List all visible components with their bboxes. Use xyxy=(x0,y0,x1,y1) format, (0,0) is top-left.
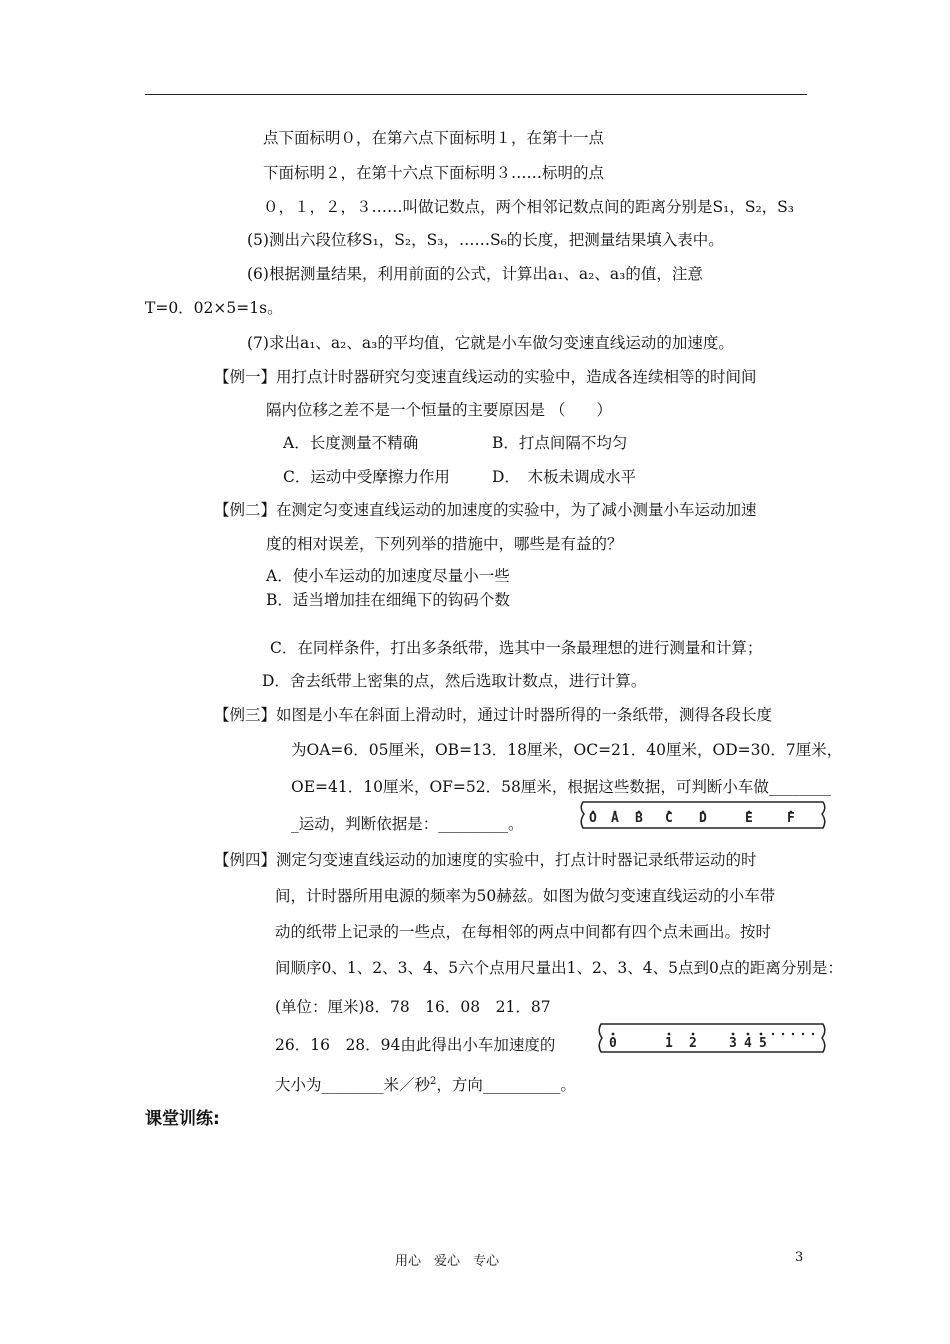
example-2-option-b: B．适当增加挂在细绳下的钩码个数 xyxy=(266,591,510,609)
example-4-exponent: 2 xyxy=(430,1076,437,1087)
section-title: 课堂训练: xyxy=(145,1109,220,1129)
tape-label-f: F xyxy=(787,811,795,826)
step-line-1: 点下面标明０，在第六点下面标明１，在第十一点 xyxy=(263,129,605,147)
example-4-answer-line xyxy=(275,1072,576,1095)
tape-label-3: 3 xyxy=(729,1036,737,1051)
tape-label-2: 2 xyxy=(689,1036,697,1051)
step-line-6: T=0．02×5=1s。 xyxy=(145,299,283,317)
tape-label-1: 1 xyxy=(665,1036,673,1051)
example-3-question-cont-3: _运动，判断依据是：_________。 xyxy=(291,815,524,833)
tape-label-c: C xyxy=(665,811,673,826)
example-4-question: 【例四】测定匀变速直线运动的加速度的实验中，打点计时器记录纸带运动的时 xyxy=(214,851,757,869)
example-4-distances: (单位：厘米)8．78 16．08 21．87 xyxy=(275,998,551,1016)
example-2-option-c: C．在同样条件，打出多条纸带，选其中一条最理想的进行测量和计算； xyxy=(270,639,763,657)
tape-label-a: A xyxy=(611,811,619,826)
example-1-question-cont: 隔内位移之差不是一个恒量的主要原因是 （ ） xyxy=(266,401,612,419)
tape-label-o: O xyxy=(589,811,597,826)
example-4-question-cont-2: 动的纸带上记录的一些点，在每相邻的两点中间都有四个点未画出。按时 xyxy=(275,923,772,941)
example-4-paper-tape xyxy=(593,1022,831,1056)
tape-label-5: 5 xyxy=(759,1036,767,1051)
example-3-question-cont-2: OE=41．10厘米，OF=52．58厘米，根据这些数据，可判断小车做________ xyxy=(291,778,831,796)
example-1-option-c: C．运动中受摩擦力作用 xyxy=(283,468,450,486)
step-line-2: 下面标明２，在第十六点下面标明３……标明的点 xyxy=(263,164,605,182)
header-rule xyxy=(145,94,807,95)
tape-label-b: B xyxy=(635,811,643,826)
example-3-question-cont-1: 为OA=6．05厘米，OB=13．18厘米，OC=21．40厘米，OD=30．7厘米， xyxy=(291,741,843,759)
example-2-question: 【例二】在测定匀变速直线运动的加速度的实验中，为了减小测量小车运动加速 xyxy=(214,501,757,519)
tape-label-0: 0 xyxy=(609,1036,617,1051)
example-2-option-a: A．使小车运动的加速度尽量小一些 xyxy=(266,567,510,585)
example-1-option-d: D． 木板未调成水平 xyxy=(492,468,637,486)
example-4-question-cont-1: 间，计时器所用电源的频率为50赫兹。如图为做匀变速直线运动的小车带 xyxy=(275,887,776,905)
tape-label-e: E xyxy=(745,811,753,826)
example-4-answer-part-1: 大小为________米／秒 xyxy=(275,1076,431,1095)
step-line-5: (6)根据测量结果，利用前面的公式，计算出a₁、a₂、a₃的值，注意 xyxy=(247,265,703,283)
example-3-paper-tape xyxy=(575,800,831,832)
example-3-question: 【例三】如图是小车在斜面上滑动时，通过计时器所得的一条纸带，测得各段长度 xyxy=(214,706,773,724)
example-4-question-cont-3: 间顺序0、1、2、3、4、5六个点用尺量出1、2、3、4、5点到0点的距离分别是： xyxy=(275,959,843,977)
step-line-7: (7)求出a₁、a₂、a₃的平均值，它就是小车做匀变速直线运动的加速度。 xyxy=(247,334,734,352)
footer-motto: 用心 爱心 专心 xyxy=(395,1254,500,1269)
step-line-3: ０，１，２，３……叫做记数点，两个相邻记数点间的距离分别是S₁，S₂，S₃ xyxy=(263,198,794,216)
example-1-option-b: B．打点间隔不均匀 xyxy=(492,434,628,452)
example-4-answer-part-2: ，方向__________。 xyxy=(436,1076,576,1095)
example-4-distances-cont: 26．16 28．94由此得出小车加速度的 xyxy=(275,1036,556,1054)
page-number: 3 xyxy=(795,1250,804,1265)
tape-label-4: 4 xyxy=(744,1036,752,1051)
step-line-4: (5)测出六段位移S₁，S₂，S₃，……S₆的长度，把测量结果填入表中。 xyxy=(247,231,724,249)
example-1-option-a: A．长度测量不精确 xyxy=(283,434,419,452)
example-1-question: 【例一】用打点计时器研究匀变速直线运动的实验中，造成各连续相等的时间间 xyxy=(214,368,757,386)
example-2-question-cont: 度的相对误差，下列列举的措施中，哪些是有益的？ xyxy=(266,535,623,553)
tape-label-d: D xyxy=(699,811,707,826)
example-2-option-d: D．舍去纸带上密集的点，然后选取计数点，进行计算。 xyxy=(262,672,647,690)
